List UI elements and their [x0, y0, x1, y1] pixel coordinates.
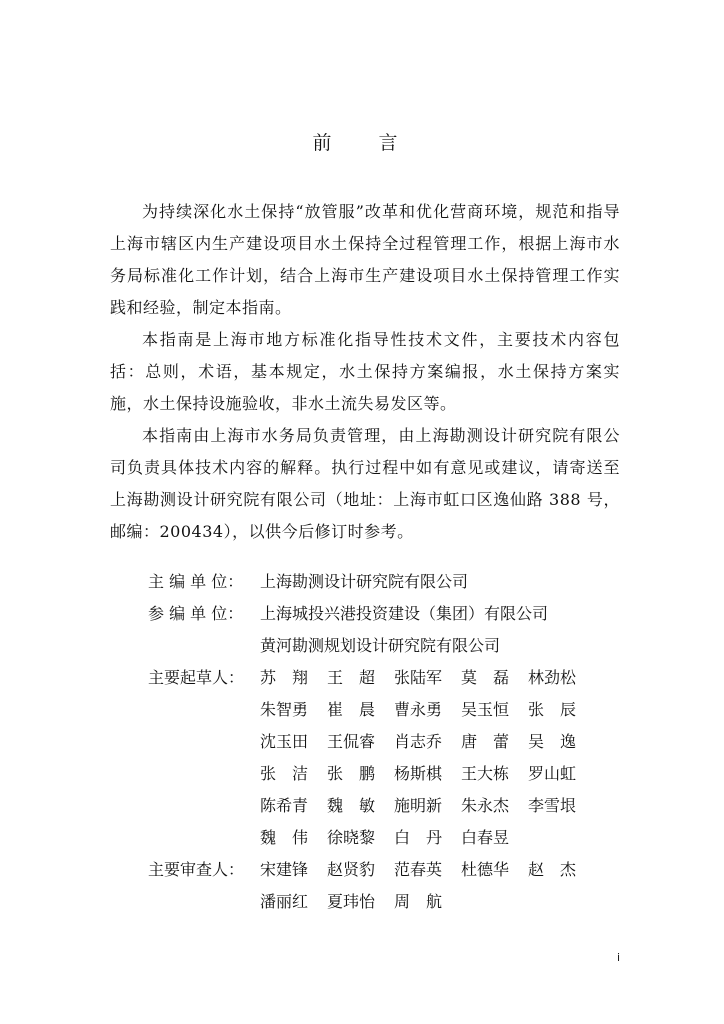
drafter-name: 曹永勇	[394, 700, 443, 719]
drafter-name: 杨斯棋	[394, 764, 443, 783]
name-list	[260, 694, 595, 726]
reviewer-name: 夏玮怡	[327, 892, 376, 911]
name-list	[260, 790, 595, 822]
drafter-name: 王 超	[327, 668, 376, 687]
drafter-name: 施明新	[394, 796, 443, 815]
chief-unit-value: 上海勘测设计研究院有限公司	[260, 572, 469, 591]
page-number: i	[616, 951, 620, 964]
reviewer-name: 宋建锋	[260, 860, 309, 879]
drafter-name: 吴玉恒	[461, 700, 510, 719]
preface-body	[110, 196, 620, 548]
drafter-name: 林劲松	[528, 668, 577, 687]
name-list	[260, 886, 461, 918]
drafter-name: 沈玉田	[260, 732, 309, 751]
drafter-name: 吴 逸	[528, 732, 577, 751]
drafter-name: 白春昱	[461, 828, 510, 847]
drafters-label: 主要起草人：	[148, 668, 245, 687]
drafters-row	[148, 694, 595, 726]
reviewers-row	[148, 854, 595, 886]
drafter-name: 张 辰	[528, 700, 577, 719]
drafters-row	[148, 822, 595, 854]
reviewers-label: 主要审查人：	[148, 860, 245, 879]
drafter-name: 肖志乔	[394, 732, 443, 751]
drafter-name: 王大栋	[461, 764, 510, 783]
participating-unit-value: 黄河勘测规划设计研究院有限公司	[260, 636, 501, 655]
drafter-name: 崔 晨	[327, 700, 376, 719]
drafter-name: 朱智勇	[260, 700, 309, 719]
drafter-name: 张 鹏	[327, 764, 376, 783]
reviewers-row	[148, 886, 595, 918]
drafters-row	[148, 790, 595, 822]
reviewer-name: 潘丽红	[260, 892, 309, 911]
name-list	[260, 854, 595, 886]
name-list	[260, 662, 595, 694]
credits-section	[148, 566, 595, 918]
paragraph: 本指南由上海市水务局负责管理，由上海勘测设计研究院有限公司负责具体技术内容的解释。执行过程中如有意见或建议，请寄送至上海勘测设计研究院有限公司（地址：上海市虹口区逸仙路 388 号，邮编：200434），以供今后修订时参考。	[110, 426, 620, 541]
page-title: 前 言	[312, 132, 412, 154]
participating-unit-row	[148, 630, 595, 662]
name-list	[260, 822, 528, 854]
drafter-name: 苏 翔	[260, 668, 309, 687]
paragraph: 本指南是上海市地方标准化指导性技术文件，主要技术内容包括：总则，术语，基本规定，水土保持方案编报，水土保持方案实施，水土保持设施验收，非水土流失易发区等。	[110, 330, 620, 413]
drafter-name: 朱永杰	[461, 796, 510, 815]
drafter-name: 李雪垠	[528, 796, 577, 815]
name-list	[260, 726, 595, 758]
drafters-row	[148, 662, 595, 694]
drafter-name: 王侃睿	[327, 732, 376, 751]
drafters-row	[148, 758, 595, 790]
reviewer-name: 周 航	[394, 892, 443, 911]
reviewer-name: 杜德华	[461, 860, 510, 879]
reviewer-name: 赵贤豹	[327, 860, 376, 879]
drafter-name: 张 洁	[260, 764, 309, 783]
drafter-name: 白 丹	[394, 828, 443, 847]
drafter-name: 莫 磊	[461, 668, 510, 687]
chief-unit-row	[148, 566, 595, 598]
drafter-name: 徐晓黎	[327, 828, 376, 847]
reviewer-name: 范春英	[394, 860, 443, 879]
chief-unit-label: 主 编 单 位：	[148, 572, 244, 591]
name-list	[260, 758, 595, 790]
drafter-name: 唐 蕾	[461, 732, 510, 751]
reviewer-name: 赵 杰	[528, 860, 577, 879]
drafter-name: 陈希青	[260, 796, 309, 815]
drafter-name: 张陆军	[394, 668, 443, 687]
participating-unit-row	[148, 598, 595, 630]
drafter-name: 魏 敏	[327, 796, 376, 815]
participating-unit-label: 参 编 单 位：	[148, 604, 244, 623]
drafter-name: 魏 伟	[260, 828, 309, 847]
participating-unit-value: 上海城投兴港投资建设（集团）有限公司	[260, 604, 549, 623]
paragraph: 为持续深化水土保持“放管服”改革和优化营商环境，规范和指导上海市辖区内生产建设项目水土保持全过程管理工作，根据上海市水务局标准化工作计划，结合上海市生产建设项目水土保持管理工作实践和经验，制定本指南。	[110, 202, 620, 317]
drafters-row	[148, 726, 595, 758]
drafter-name: 罗山虹	[528, 764, 577, 783]
